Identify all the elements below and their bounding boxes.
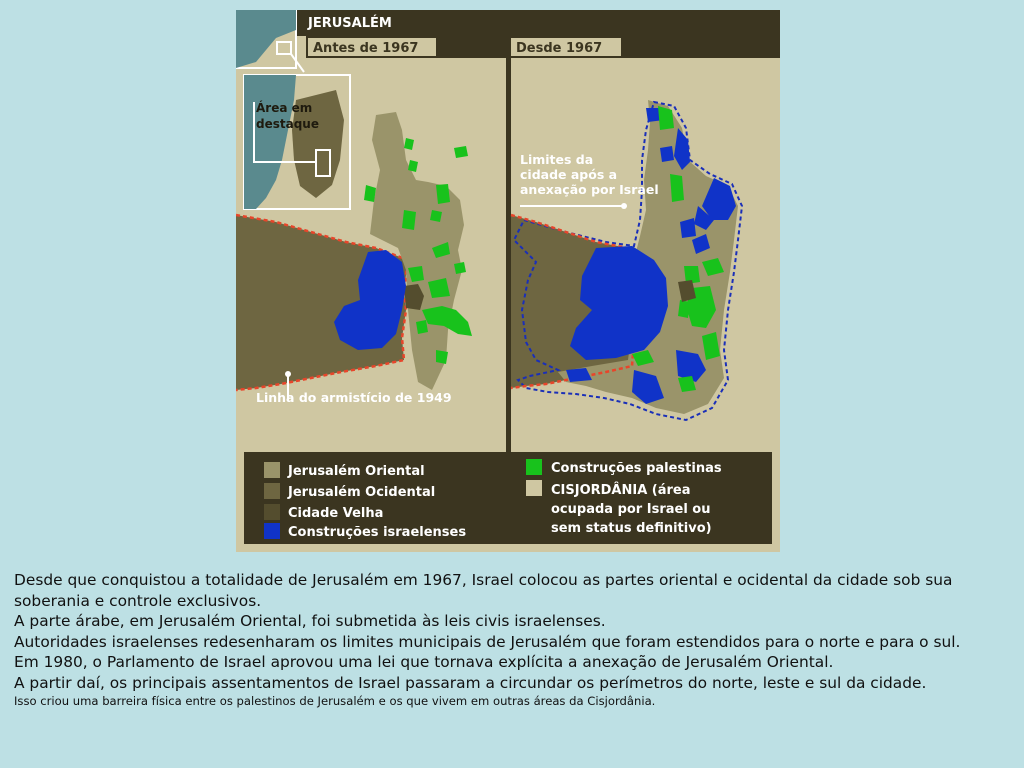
legend-swatch-palestinian [526,459,542,475]
caption-line-2: A parte árabe, em Jerusalém Oriental, foi submetida às leis civis israelenses. [14,612,606,630]
legend-label-israeli: Construções israelenses [288,525,467,540]
legend-swatch-israeli [264,523,280,539]
caption-line-3: Autoridades israelenses redesenharam os limites municipais de Jerusalém que foram estendidos para o norte e para o sul. [14,632,961,651]
legend-label-westbank-line2: ocupada por Israel ou [551,502,711,517]
map-title: JERUSALÉM [308,16,392,31]
legend-label-palestinian: Construções palestinas [551,461,722,476]
legend-swatch-west [264,483,280,499]
jerusalem-map [236,10,780,552]
panel-label-after: Desde 1967 [516,41,603,56]
legend-swatch-old-city [264,504,280,520]
legend-label-east: Jerusalém Oriental [288,464,425,479]
caption-line-1: Desde que conquistou a totalidade de Jerusalém em 1967, Israel colocou as partes oriental e ocidental da cidade sob sua soberania e controle exclusivos. [14,571,953,610]
legend-label-westbank-line3: sem status definitivo) [551,521,712,536]
caption-text [14,570,1010,709]
legend-label-west: Jerusalém Ocidental [288,485,436,500]
armistice-label: Linha do armistício de 1949 [256,390,452,405]
caption-line-small: Isso criou uma barreira física entre os palestinos de Jerusalém e os que vivem em outras áreas da Cisjordânia. [14,694,656,708]
panel-label-before: Antes de 1967 [313,41,419,56]
panel-divider [506,36,511,452]
annexation-label-line3: anexação por Israel [520,182,659,197]
caption-line-4: Em 1980, o Parlamento de Israel aprovou uma lei que tornava explícita a anexação de Jerusalém Oriental. [14,653,834,671]
inset-label-line2: destaque [256,117,319,131]
legend-swatch-westbank [526,480,542,496]
caption-line-5: A partir daí, os principais assentamentos de Israel passaram a circundar os perímetros do norte, leste e sul da cidade. [14,673,927,692]
legend-label-westbank-line1: CISJORDÂNIA (área [551,483,691,498]
map-legend [244,452,772,544]
annexation-label-line1: Limites da [520,152,594,167]
legend-label-old-city: Cidade Velha [288,506,384,521]
legend-swatch-east [264,462,280,478]
inset-label-line1: Área em [256,101,313,115]
annexation-label-line2: cidade após a [520,167,618,182]
